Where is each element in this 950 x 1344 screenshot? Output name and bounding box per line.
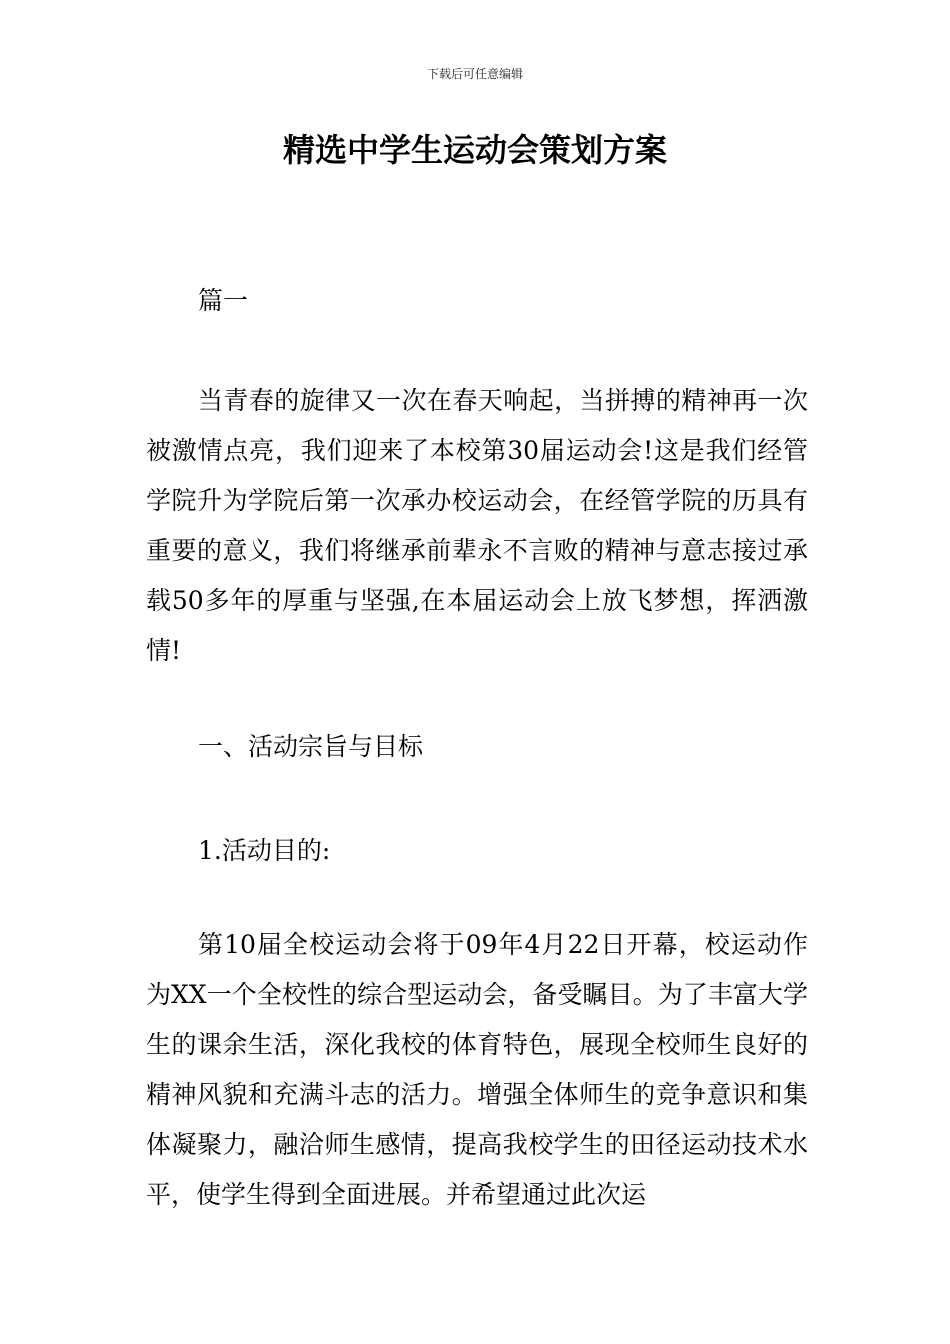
purpose-paragraph: 第10届全校运动会将于09年4月22日开幕，校运动作为XX一个全校性的综合型运动会，备受瞩目。为了丰富大学生的课余生活，深化我校的体育特色，展现全校师生良好的精神风貌和充满斗志的活力。增强全体师生的竞争意识和集体凝聚力，融洽师生感情，提高我校学生的田径运动技术水平，使学生得到全面进展。并希望通过此次运	[146, 930, 808, 1209]
subsection-heading: 1.活动目的:	[198, 836, 331, 865]
section-heading: 一、活动宗旨与目标	[198, 732, 424, 761]
header-note: 下载后可任意编辑	[426, 67, 523, 81]
intro-paragraph: 当青春的旋律又一次在春天响起，当拼搏的精神再一次被激情点亮，我们迎来了本校第30届运动会!这是我们经管学院升为学院后第一次承办校运动会，在经管学院的历具有重要的意义，我们将继承前辈永不言败的精神与意志接过承载50多年的厚重与坚强,在本届运动会上放飞梦想，挥洒激情!	[146, 386, 808, 665]
section-label: 篇一	[198, 286, 249, 315]
document-title: 精选中学生运动会策划方案	[282, 131, 667, 169]
